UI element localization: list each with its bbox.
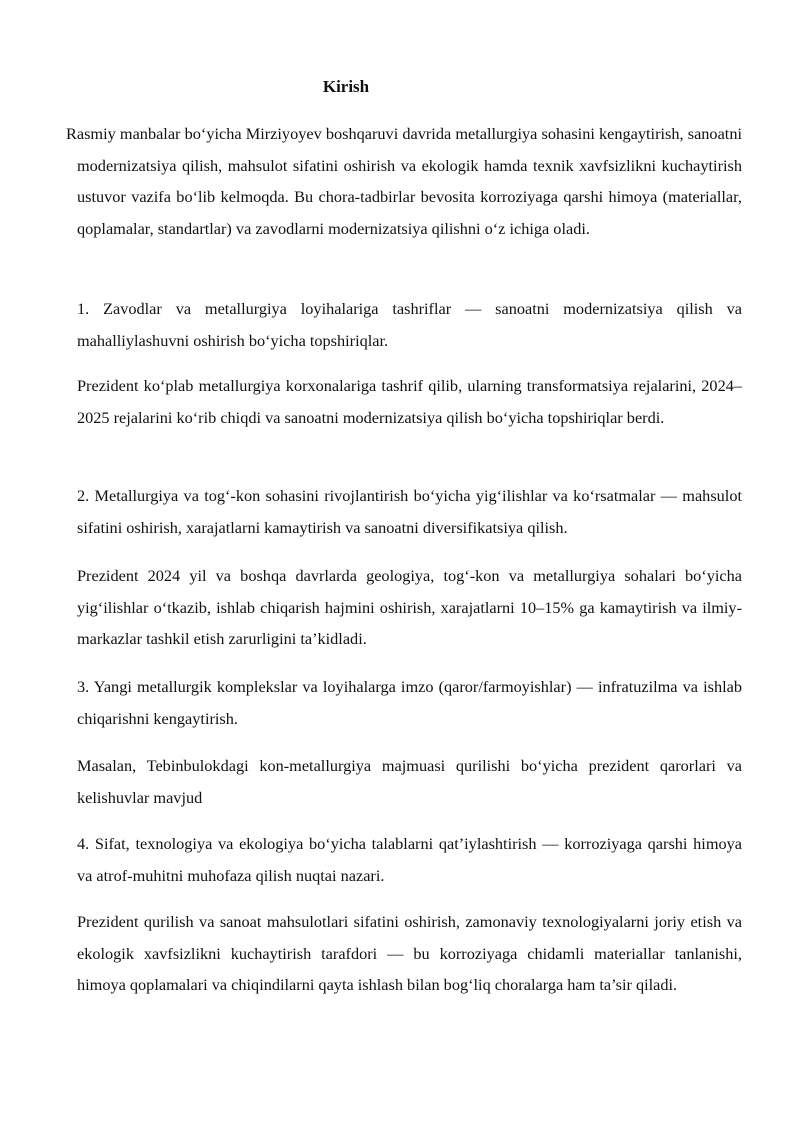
intro-paragraph: Rasmiy manbalar bo‘yicha Mirziyoyev boshqaruvi davrida metallurgiya sohasini kengaytirish, sanoatni modernizatsiya qilish, mahsulot sifatini oshirish va ekologik hamda texnik xavfsizlikni kuchaytirish ustuvor vazifa bo‘lib kelmoqda. Bu chora-tadbirlar bevosita korroziyaga qarshi himoya (materiallar, qoplamalar, standartlar) va zavodlarni modernizatsiya qilishni o‘z ichiga oladi. [66, 124, 742, 238]
section-3-body: Masalan, Tebinbulokdagi kon-metallurgiya majmuasi qurilishi bo‘yicha prezident qarorlari va kelishuvlar mavjud [77, 756, 742, 807]
section-2-heading: 2. Metallurgiya va tog‘-kon sohasini rivojlantirish bo‘yicha yig‘ilishlar va ko‘rsatmalar — mahsulot sifatini oshirish, xarajatlarni kamaytirish va sanoatni diversifikatsiya qilish. [77, 486, 742, 537]
section-4-body: Prezident qurilish va sanoat mahsulotlari sifatini oshirish, zamonaviy texnologiyalarni joriy etish va ekologik xavfsizlikni kuchaytirish tarafdori — bu korroziyaga chidamli materiallar tanlanishi, himoya qoplamalari va chiqindilarni qayta ishlash bilan bog‘liq choralarga ham ta’sir qiladi. [77, 912, 742, 994]
section-4-heading: 4. Sifat, texnologiya va ekologiya bo‘yicha talablarni qat’iylashtirish — korroziyaga qarshi himoya va atrof-muhitni muhofaza qilish nuqtai nazari. [77, 834, 742, 885]
section-3-heading: 3. Yangi metallurgik komplekslar va loyihalarga imzo (qaror/farmoyishlar) — infratuzilma va ishlab chiqarishni kengaytirish. [77, 677, 742, 728]
section-1-heading: 1. Zavodlar va metallurgiya loyihalariga tashriflar — sanoatni modernizatsiya qilish va mahalliylashuvni oshirish bo‘yicha topshiriqlar. [77, 299, 742, 350]
document-title: Kirish [322, 77, 370, 96]
section-1-body: Prezident ko‘plab metallurgiya korxonalariga tashrif qilib, ularning transformatsiya rejalarini, 2024–2025 rejalarini ko‘rib chiqdi va sanoatni modernizatsiya qilish bo‘yicha topshiriqlar berdi. [77, 376, 742, 427]
section-2-body: Prezident 2024 yil va boshqa davrlarda geologiya, tog‘-kon va metallurgiya sohalari bo‘yicha yig‘ilishlar o‘tkazib, ishlab chiqarish hajmini oshirish, xarajatlarni 10–15% ga kamaytirish va ilmiy-markazlar tashkil etish zarurligini ta’kidladi. [77, 566, 742, 648]
